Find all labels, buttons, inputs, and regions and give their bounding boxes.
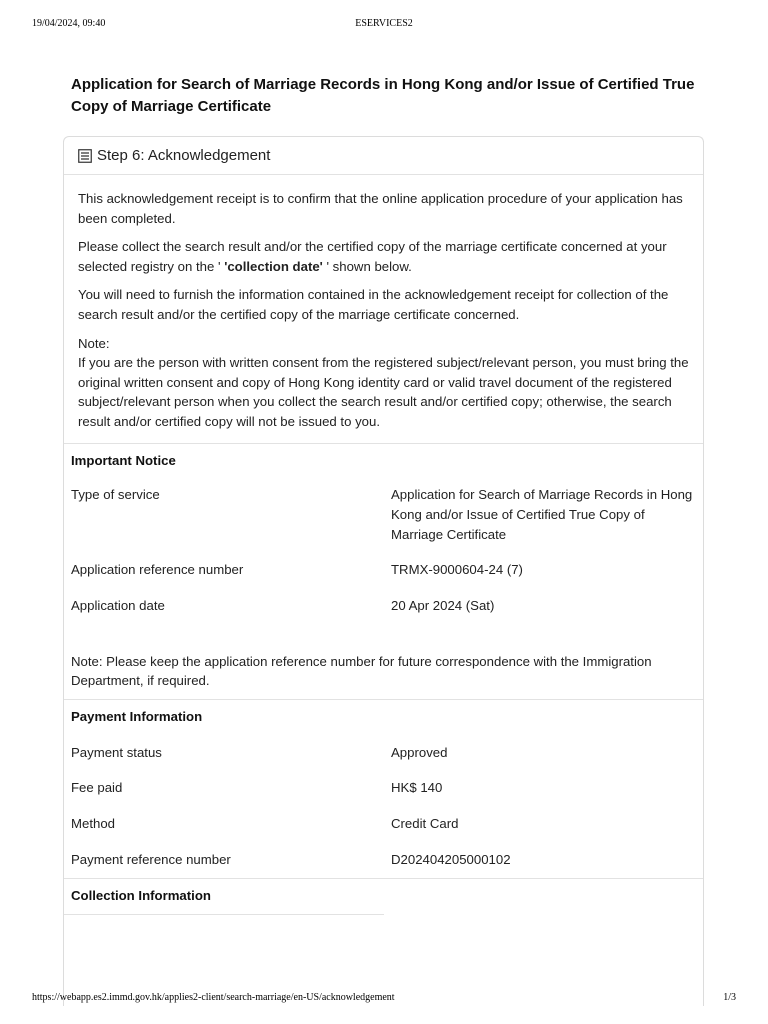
page-url: https://webapp.es2.immd.gov.hk/applies2-client/search-marriage/en-US/acknowledgement [32, 992, 395, 1003]
section-divider [64, 443, 703, 444]
section-divider [64, 878, 703, 879]
important-notice-heading: Important Notice [71, 453, 176, 468]
payment-method-value: Credit Card [391, 816, 459, 831]
payment-reference-value: D202404205000102 [391, 852, 511, 867]
step-title: Step 6: Acknowledgement [97, 147, 271, 164]
page-title: Application for Search of Marriage Records in Hong Kong and/or Issue of Certified True Copy of Marriage Certificate [71, 76, 695, 115]
payment-status-value: Approved [391, 745, 448, 760]
intro-collection-text-after: ' shown below. [322, 258, 412, 274]
print-datetime: 19/04/2024, 09:40 [32, 18, 106, 29]
application-reference-label: Application reference number [71, 562, 244, 577]
fee-paid-value: HK$ 140 [391, 780, 443, 795]
collection-date-emphasis: 'collection date' [224, 258, 323, 274]
list-icon [78, 149, 92, 163]
print-header [32, 18, 736, 32]
intro-paragraph-collection [78, 237, 693, 276]
payment-status-label: Payment status [71, 745, 162, 760]
print-site-name: ESERVICES2 [355, 18, 413, 29]
intro-paragraph-confirmation: This acknowledgement receipt is to confirm that the online application procedure of your application has been completed. [78, 191, 683, 226]
application-date-label: Application date [71, 598, 165, 613]
acknowledgement-card [63, 136, 704, 1006]
fee-paid-label: Fee paid [71, 780, 123, 795]
payment-reference-label: Payment reference number [71, 852, 231, 867]
intro-paragraph-furnish: You will need to furnish the information contained in the acknowledgement receipt for collection of the search result and/or the certified copy of the marriage certificate concerned. [78, 287, 669, 322]
page-number: 1/3 [723, 992, 736, 1003]
intro-collection-text-before: Please collect the search result and/or the certified copy of the marriage certificate concerned at your selected registry on the ' [78, 239, 667, 274]
payment-method-label: Method [71, 816, 115, 831]
print-footer [32, 992, 736, 1006]
payment-information-heading: Payment Information [71, 709, 203, 724]
intro-note-label: Note: [78, 335, 110, 351]
section-divider [64, 699, 703, 700]
section-divider [64, 914, 384, 915]
step-header [64, 137, 703, 175]
type-of-service-value: Application for Search of Marriage Records in Hong Kong and/or Issue of Certified True Copy of Marriage Certificate [391, 487, 693, 542]
intro-note-text: If you are the person with written consent from the registered subject/relevant person, you must bring the original written consent and copy of Hong Kong identity card or valid travel document of the registered subject/relevant person when you collect the search result and/or certified copy; otherwise, the search result and/or certified copy will not be issued to you. [78, 355, 689, 429]
application-reference-value: TRMX-9000604-24 (7) [391, 562, 523, 577]
type-of-service-label: Type of service [71, 487, 160, 502]
collection-information-heading: Collection Information [71, 888, 211, 903]
application-date-value: 20 Apr 2024 (Sat) [391, 598, 495, 613]
intro-text [78, 189, 693, 432]
reference-number-note: Note: Please keep the application reference number for future correspondence with the Immigration Department, if required. [71, 654, 652, 688]
